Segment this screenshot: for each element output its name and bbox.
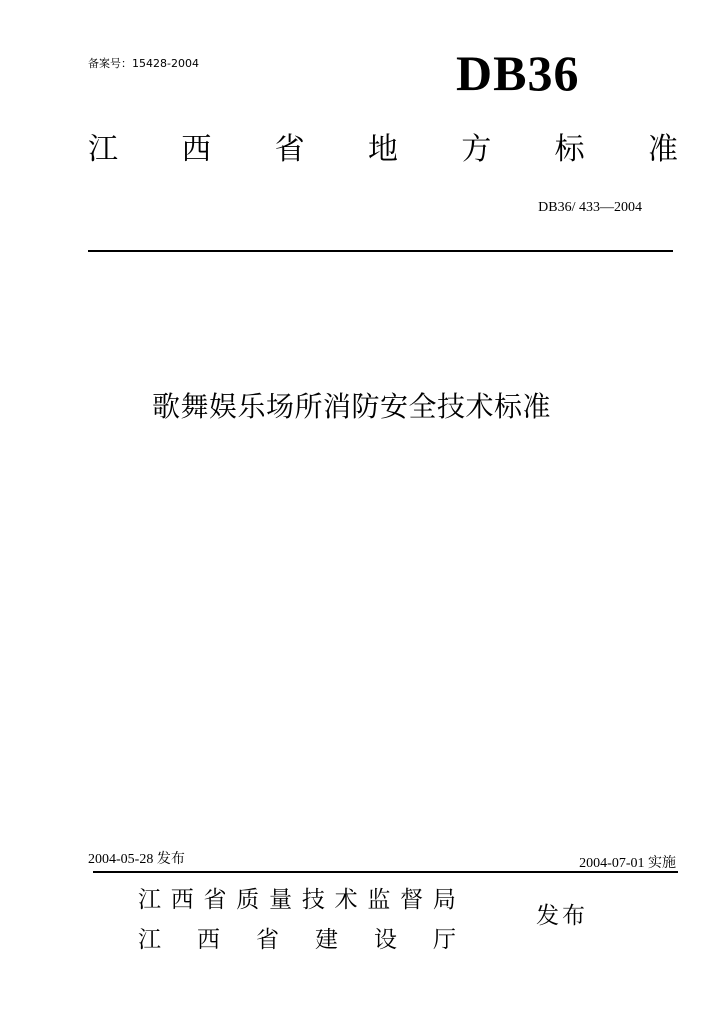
record-number: 备案号：15428-2004: [88, 57, 199, 70]
issuer-char: 设: [374, 927, 397, 953]
standard-number: DB36/ 433—2004: [538, 200, 642, 215]
standard-type-char: 省: [274, 132, 305, 167]
issuer-char: 监: [367, 887, 391, 913]
standard-type-char: 西: [181, 132, 212, 167]
standard-type-char: 地: [367, 132, 398, 167]
standard-type-char: 准: [647, 132, 678, 167]
issuer-char: 局: [432, 887, 456, 913]
header-divider: [88, 250, 673, 252]
issuer-char: 技: [301, 887, 325, 913]
document-title: 歌舞娱乐场所消防安全技术标准: [152, 390, 552, 423]
issuer-char: 江: [138, 887, 161, 913]
issuer-char: 督: [400, 887, 424, 913]
issuer-char: 质: [236, 887, 260, 913]
issuer-construction-department: [138, 927, 456, 955]
issuer-char: 省: [203, 887, 227, 913]
standard-type-char: 方: [461, 132, 492, 167]
issuer-char: 西: [170, 887, 194, 913]
issuer-char: 省: [256, 927, 279, 953]
issuer-char: 厅: [433, 927, 456, 953]
issuer-char: 西: [197, 927, 220, 953]
standard-type-char: 江: [88, 132, 118, 167]
implementation-date: 2004-07-01 实施: [579, 856, 676, 871]
issuer-char: 建: [315, 927, 338, 953]
issuer-char: 术: [334, 887, 358, 913]
standard-code-logo: DB36: [456, 45, 580, 101]
issuer-char: 量: [269, 887, 293, 913]
footer-divider: [93, 871, 678, 873]
issuer-quality-bureau: [138, 887, 456, 915]
standard-type-char: 标: [554, 132, 585, 167]
standard-type-heading: [88, 132, 678, 168]
issuer-char: 江: [138, 927, 161, 953]
publish-label: 发布: [536, 903, 588, 929]
issue-date: 2004-05-28 发布: [88, 852, 185, 867]
